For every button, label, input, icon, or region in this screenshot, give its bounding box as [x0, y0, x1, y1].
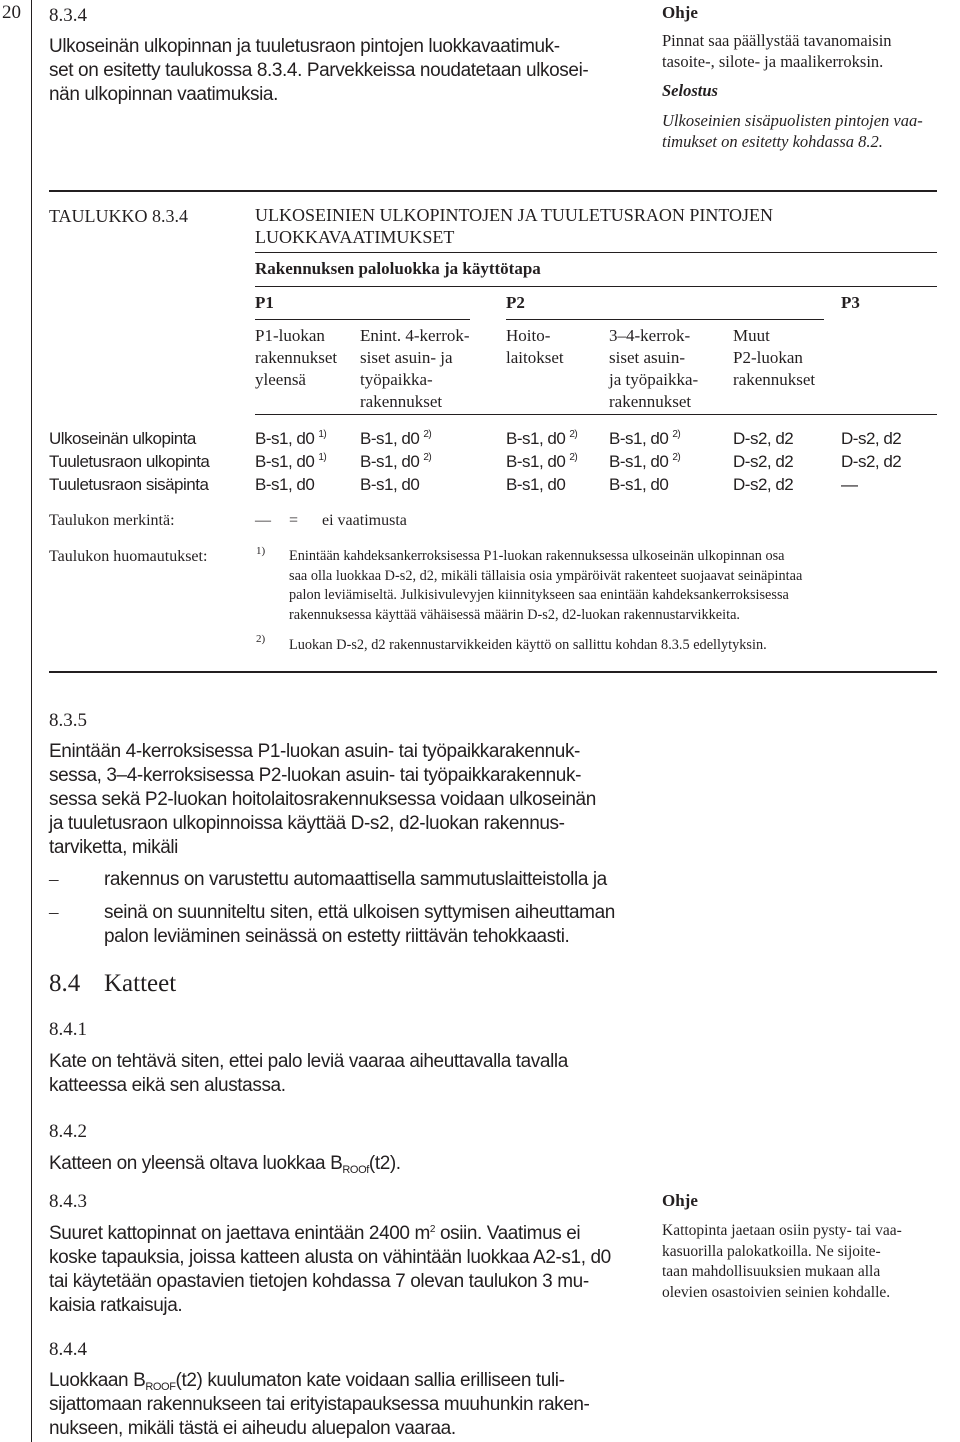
- text-line: siset asuin- ja: [360, 348, 453, 367]
- section-number-8-4-1: 8.4.1: [49, 1019, 87, 1040]
- footnote-ref: 2): [569, 452, 578, 463]
- text-line: rakennukset: [255, 348, 338, 367]
- text-line: Enintään 4-kerroksisessa P1-luokan asuin- tai työpaikkarakennuk-: [49, 741, 580, 762]
- cell-value: B-s1, d0: [506, 429, 566, 448]
- text-line: Pinnat saa päällystää tavanomaisin: [662, 31, 892, 50]
- table-cell: [841, 474, 858, 496]
- text-line: Kattopinta jaetaan osiin pysty- tai vaa-: [662, 1222, 902, 1239]
- cell-value: B-s1, d0: [255, 452, 315, 471]
- text-line: taan mahdollisuuksien mukaan alla: [662, 1263, 881, 1280]
- p2-rule: [506, 319, 824, 320]
- cell-value: B-s1, d0: [609, 429, 669, 448]
- text-line: timukset on esitetty kohdassa 8.2.: [662, 132, 883, 151]
- text-line: palon leviäminen seinässä on estetty riittävän tehokkaasti.: [104, 926, 570, 947]
- ohje-heading: Ohje: [662, 3, 698, 22]
- text-line: ja tuuletusraon ulkopinnoissa käyttää D-s2, d2-luokan rakennus-: [49, 813, 565, 834]
- section-number-8-4-3: 8.4.3: [49, 1191, 87, 1212]
- footnote-ref: 2): [423, 452, 432, 463]
- footnote-ref: 2): [423, 429, 432, 440]
- cell-value: B-s1, d0: [506, 452, 566, 471]
- table-cell: [360, 428, 431, 450]
- text-line: palon leviämiseltä. Julkisivulevyjen kiinnitykseen saa enintään kahdeksankerroksisessa: [289, 587, 789, 603]
- section-number-8-4-4: 8.4.4: [49, 1339, 87, 1360]
- legend-symbol: —: [255, 512, 271, 529]
- notes-label: Taulukon huomautukset:: [49, 548, 208, 565]
- cell-value: B-s1, d0: [609, 452, 669, 471]
- text-line: tai käytetään opastavien tietojen kohdassa 7 olevan taulukon 3 mu-: [49, 1271, 589, 1292]
- cell-value: D-s2, d2: [841, 429, 902, 448]
- section-8-3-4-text: [49, 35, 649, 107]
- table-cell: [360, 474, 419, 496]
- bullet-2: [104, 901, 615, 949]
- text-part: Luokkaan B: [49, 1370, 146, 1391]
- text-line: Enint. 4-kerrok-: [360, 326, 470, 345]
- side-note-bottom: [662, 1190, 952, 1303]
- text-line: ja työpaikka-: [609, 370, 699, 389]
- subscript: ROOf: [342, 1164, 369, 1176]
- table-rule: [255, 286, 937, 287]
- text-part: Suuret kattopinnat on jaettava enintään 2400 m: [49, 1223, 430, 1244]
- row-label: Ulkoseinän ulkopinta: [49, 429, 196, 448]
- p1-rule: [255, 319, 470, 320]
- bullet-1: rakennus on varustettu automaattisella sammutuslaitteistolla ja: [104, 869, 607, 890]
- selostus-heading: Selostus: [662, 81, 718, 100]
- section-number-8-4-2: 8.4.2: [49, 1121, 87, 1142]
- table-cell: [733, 474, 793, 496]
- footnote-ref: 1): [318, 452, 327, 463]
- table-rule: [255, 414, 937, 415]
- text-line: sessa, 3–4-kerroksisessa P2-luokan asuin- tai työpaikkarakennuk-: [49, 765, 582, 786]
- table-cell: [609, 474, 668, 496]
- text-line: Kate on tehtävä siten, ettei palo leviä vaaraa aiheuttavalla tavalla: [49, 1051, 568, 1072]
- bullet-dash: –: [49, 869, 59, 890]
- note-2-text: Luokan D-s2, d2 rakennustarvikkeiden käyttö on sallittu kohdan 8.3.5 edellytyksin.: [289, 637, 767, 653]
- footnote-ref: 2): [672, 452, 681, 463]
- class-p1: P1: [255, 293, 274, 312]
- text-line: saa olla luokkaa D-s2, d2, mikäli tällaisia osia ympäröivät rakenteet suojaavat seinäpintaa: [289, 567, 803, 584]
- section-8-4-1-text: [49, 1050, 649, 1098]
- table-cell: [255, 474, 314, 496]
- text-line: sessa sekä P2-luokan hoitolaitosrakennuksessa voidaan ulkoseinän: [49, 789, 596, 810]
- text-line: rakennuksessa käyttää vähäisessä määrin D-s2, d2-luokan rakennustarvikkeita.: [289, 606, 740, 623]
- text-part: osiin. Vaatimus ei: [435, 1223, 581, 1244]
- table-top-rule: [49, 190, 937, 192]
- legend-text: ei vaatimusta: [322, 512, 407, 529]
- section-8-4-4-text: [49, 1369, 649, 1441]
- text-line: ULKOSEINIEN ULKOPINTOJEN JA TUULETUSRAON PINTOJEN: [255, 205, 773, 225]
- text-line: työpaikka-: [360, 370, 433, 389]
- table-cell: [506, 474, 565, 496]
- cell-value: B-s1, d0: [506, 475, 566, 494]
- cell-value: D-s2, d2: [733, 429, 794, 448]
- cell-value: D-s2, d2: [733, 475, 794, 494]
- text-line: 3–4-kerrok-: [609, 326, 691, 345]
- footnote-ref: 1): [318, 429, 327, 440]
- selostus-text: [662, 110, 952, 152]
- text-line: tasoite-, silote- ja maalikerroksin.: [662, 52, 884, 71]
- table-cell: [609, 451, 680, 473]
- cell-value: —: [841, 475, 858, 494]
- text-part: Katteen on yleensä oltava luokkaa B: [49, 1153, 343, 1174]
- footnote-ref: 2): [672, 429, 681, 440]
- ohje-text: [662, 30, 952, 72]
- section-title-8-4: Katteet: [104, 970, 177, 997]
- table-cell: [733, 451, 793, 473]
- note-1-text: [289, 547, 802, 625]
- legend-equals: =: [289, 512, 299, 529]
- text-line: [49, 1369, 649, 1393]
- text-line: rakennukset: [609, 392, 692, 411]
- table-cell: [609, 428, 680, 450]
- text-line: koske tapauksia, joissa katteen alusta on vähintään luokkaa A2-s1, d0: [49, 1247, 611, 1268]
- subcol-p2-other: [733, 325, 815, 391]
- table-cell: [733, 428, 793, 450]
- superscript: 2: [429, 1224, 436, 1235]
- table-title: [255, 204, 773, 248]
- table-cell: [506, 428, 577, 450]
- ohje-heading: Ohje: [662, 1191, 698, 1210]
- text-line: sijattomaan rakennukseen tai erityistapauksessa muuhunkin raken-: [49, 1394, 590, 1415]
- text-line: nän ulkopinnan vaatimuksia.: [49, 84, 278, 105]
- class-p3: P3: [841, 293, 860, 312]
- group-header: Rakennuksen paloluokka ja käyttötapa: [255, 259, 541, 278]
- note-1-mark: 1): [256, 545, 266, 557]
- text-line: set on esitetty taulukossa 8.3.4. Parvekkeissa noudatetaan ulkosei-: [49, 60, 589, 81]
- page-number: 20: [2, 2, 21, 23]
- table-bottom-rule: [49, 671, 937, 673]
- text-line: tarviketta, mikäli: [49, 837, 179, 858]
- ohje-text: [662, 1221, 952, 1303]
- section-8-3-5-text: [49, 740, 649, 860]
- cell-value: B-s1, d0: [360, 452, 420, 471]
- cell-value: D-s2, d2: [841, 452, 902, 471]
- cell-value: B-s1, d0: [360, 475, 420, 494]
- subcol-p1-4storey: [360, 325, 470, 413]
- table-rule: [255, 252, 937, 253]
- text-line: Hoito-: [506, 326, 551, 345]
- text-line: rakennukset: [360, 392, 443, 411]
- text-line: nukseen, mikäli tästä ei aiheudu aluepalon vaaraa.: [49, 1418, 456, 1439]
- text-line: P1-luokan: [255, 326, 325, 345]
- text-line: [49, 1222, 649, 1246]
- class-p2: P2: [506, 293, 525, 312]
- text-line: olevien osastoivien seinien kohdalle.: [662, 1283, 891, 1301]
- text-line: seinä on suunniteltu siten, että ulkoisen syttymisen aiheuttaman: [104, 902, 615, 923]
- text-line: Muut: [733, 326, 770, 345]
- text-line: Enintään kahdeksankerroksisessa P1-luokan rakennuksessa ulkoseinän ulkopinnan osa: [289, 548, 785, 564]
- footnote-ref: 2): [569, 429, 578, 440]
- subcol-p2-care: [506, 325, 564, 369]
- margin-rule: [31, 0, 32, 1442]
- text-line: rakennukset: [733, 370, 816, 389]
- text-line: kasuorilla palokatkoilla. Ne sijoite-: [662, 1242, 881, 1260]
- section-8-4-2-text: [49, 1152, 401, 1176]
- table-cell: [506, 451, 577, 473]
- legend-label: Taulukon merkintä:: [49, 512, 175, 529]
- section-number-8-3-4: 8.3.4: [49, 5, 87, 26]
- subcol-p2-3-4storey: [609, 325, 698, 413]
- section-number-8-4: 8.4: [49, 970, 81, 997]
- text-line: laitokset: [506, 348, 564, 367]
- table-cell: [255, 451, 326, 473]
- table-cell: [360, 451, 431, 473]
- section-number-8-3-5: 8.3.5: [49, 710, 87, 731]
- subscript: ROOF: [145, 1381, 176, 1393]
- text-line: Ulkoseinän ulkopinnan ja tuuletusraon pintojen luokkavaatimuk-: [49, 36, 560, 57]
- text-part: (t2).: [368, 1153, 401, 1174]
- text-part: (t2) kuulumaton kate voidaan sallia erilliseen tuli-: [175, 1370, 565, 1391]
- section-8-4-3-text: [49, 1222, 649, 1318]
- text-line: katteessa eikä sen alustassa.: [49, 1075, 286, 1096]
- subcol-p1-general: [255, 325, 337, 391]
- text-line: yleensä: [255, 370, 306, 389]
- row-label: Tuuletusraon sisäpinta: [49, 475, 209, 494]
- table-label: TAULUKKO 8.3.4: [49, 206, 189, 226]
- table-cell: [841, 428, 901, 450]
- text-line: siset asuin-: [609, 348, 686, 367]
- side-note-top: [662, 0, 952, 152]
- cell-value: B-s1, d0: [255, 475, 315, 494]
- table-cell: [841, 451, 901, 473]
- bullet-dash: –: [49, 902, 59, 923]
- cell-value: B-s1, d0: [255, 429, 315, 448]
- text-line: LUOKKAVAATIMUKSET: [255, 227, 455, 247]
- cell-value: B-s1, d0: [609, 475, 669, 494]
- text-line: Ulkoseinien sisäpuolisten pintojen vaa-: [662, 111, 923, 130]
- text-line: kaisia ratkaisuja.: [49, 1295, 183, 1316]
- note-2-mark: 2): [256, 633, 266, 645]
- cell-value: B-s1, d0: [360, 429, 420, 448]
- table-cell: [255, 428, 326, 450]
- cell-value: D-s2, d2: [733, 452, 794, 471]
- row-label: Tuuletusraon ulkopinta: [49, 452, 210, 471]
- text-line: P2-luokan: [733, 348, 803, 367]
